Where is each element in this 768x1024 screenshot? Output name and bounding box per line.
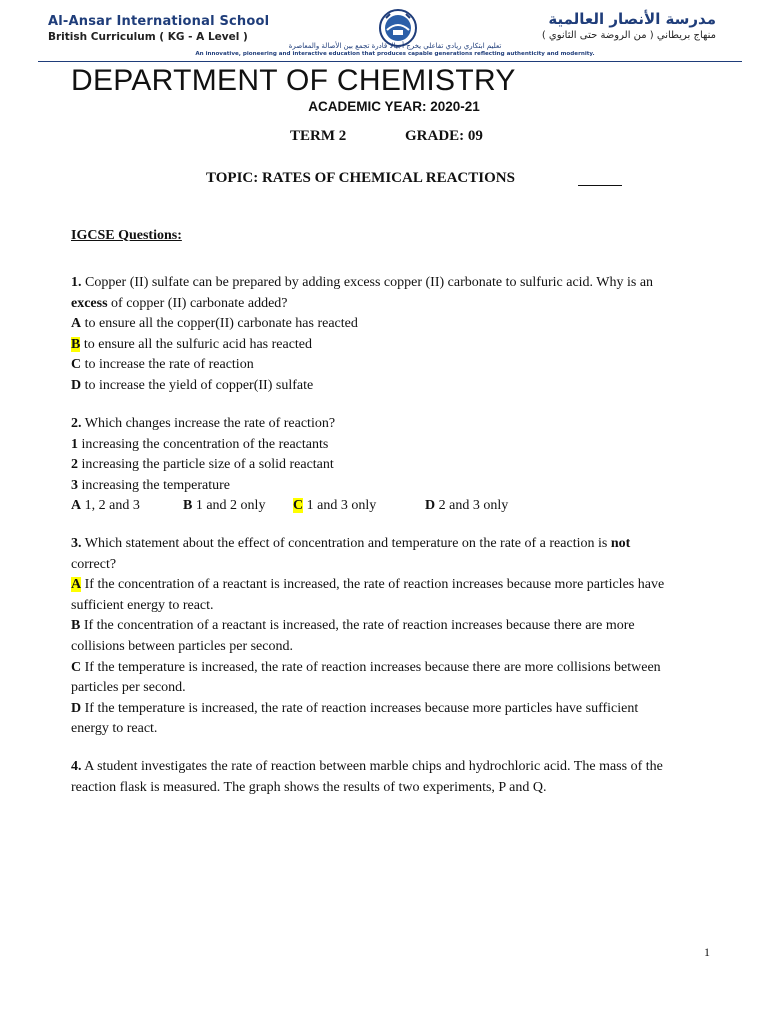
school-name-en: Al-Ansar International School — [48, 14, 270, 29]
department-title: DEPARTMENT OF CHEMISTRY — [71, 64, 516, 97]
option-text: If the temperature is increased, the rate of reaction increases because more particles have sufficient — [81, 700, 639, 716]
option-c — [71, 355, 721, 376]
academic-year-text: ACADEMIC YEAR: 2020-21 — [308, 99, 480, 114]
question-stem — [71, 414, 721, 435]
option-letter: D — [71, 700, 82, 716]
emphasis-word: not — [610, 536, 631, 551]
option-text: If the temperature is increased, the rate of reaction increases because there are more collisions between — [81, 659, 661, 675]
option-text: to ensure all the sulfuric acid has reacted — [80, 336, 313, 352]
statement-text: increasing the temperature — [78, 477, 230, 493]
option-letter: D — [425, 498, 436, 514]
tagline-en: An innovative, pioneering and interactive education that produces capable generations reflecting authenticity and modernity. — [195, 51, 595, 57]
question-number: 1. — [71, 275, 82, 290]
option-text: 1 and 2 only — [192, 498, 266, 514]
option-d — [425, 496, 508, 517]
academic-year — [0, 99, 768, 114]
option-a — [71, 314, 721, 335]
option-text: 1, 2 and 3 — [81, 498, 140, 514]
section-heading: IGCSE Questions: — [71, 228, 182, 243]
statement-2 — [71, 455, 721, 476]
question-4 — [71, 757, 721, 798]
stem-text: A student investigates the rate of reaction between marble chips and hydrochloric acid. The mass of the — [81, 759, 663, 774]
option-b — [71, 616, 721, 637]
grade-label: GRADE: 09 — [405, 128, 483, 144]
option-c — [71, 658, 721, 679]
option-a — [71, 496, 140, 517]
question-stem — [71, 534, 721, 555]
statement-number: 2 — [71, 457, 78, 473]
curriculum-en: British Curriculum ( KG - A Level ) — [48, 31, 248, 43]
option-letter-highlighted: A — [71, 577, 82, 593]
question-stem — [71, 757, 721, 778]
options-row — [71, 496, 721, 517]
question-1 — [71, 273, 721, 397]
question-3 — [71, 534, 721, 740]
option-c — [293, 496, 376, 517]
option-text: If the concentration of a reactant is increased, the rate of reaction increases because more particles have — [81, 577, 665, 593]
option-letter: C — [71, 659, 82, 675]
topic-underline — [578, 185, 622, 186]
statement-text: increasing the concentration of the reactants — [78, 436, 329, 452]
term-label: TERM 2 — [290, 128, 347, 144]
option-a-continued: sufficient energy to react. — [71, 597, 214, 613]
school-header — [0, 0, 768, 62]
school-name-ar: مدرسة الأنصار العالمية — [548, 10, 716, 28]
option-letter: B — [71, 618, 81, 634]
tagline-ar: تعليم ابتكاري ريادي تفاعلي يخرج أجيالا قادرة تجمع بين الأصالة والمعاصرة — [288, 42, 502, 50]
option-b — [71, 335, 721, 356]
statement-number: 3 — [71, 477, 78, 493]
question-stem-line2 — [71, 294, 721, 315]
statement-text: increasing the particle size of a solid reactant — [78, 457, 334, 473]
option-d-continued: energy to react. — [71, 721, 158, 737]
option-b — [183, 496, 265, 517]
option-text: If the concentration of a reactant is increased, the rate of reaction increases because there are more — [80, 618, 635, 634]
emphasis-word: excess — [71, 295, 108, 311]
page-number: 1 — [704, 945, 710, 959]
option-c-continued: particles per second. — [71, 680, 186, 696]
option-letter: A — [71, 316, 82, 332]
header-divider — [38, 61, 742, 62]
question-number: 3. — [71, 536, 82, 551]
option-text: to ensure all the copper(II) carbonate has reacted — [81, 316, 358, 332]
option-letter: B — [183, 498, 193, 514]
option-letter-highlighted: C — [293, 498, 304, 514]
curriculum-ar: منهاج بريطاني ( من الروضة حتى الثانوي ) — [541, 30, 716, 41]
question-stem — [71, 273, 721, 294]
option-text: 1 and 3 only — [303, 498, 377, 514]
option-text: 2 and 3 only — [435, 498, 509, 514]
option-d — [71, 699, 721, 720]
option-text: to increase the rate of reaction — [81, 357, 254, 373]
stem-text: Which changes increase the rate of reaction? — [81, 416, 336, 431]
question-number: 2. — [71, 416, 82, 431]
option-text: to increase the yield of copper(II) sulfate — [81, 377, 314, 393]
statement-number: 1 — [71, 436, 78, 452]
stem-text: of copper (II) carbonate added? — [107, 295, 288, 311]
option-b-continued: collisions between particles per second. — [71, 638, 293, 654]
question-number: 4. — [71, 759, 82, 774]
stem-text: Copper (II) sulfate can be prepared by adding excess copper (II) carbonate to sulfuric acid. Why is an — [81, 275, 654, 290]
option-letter: D — [71, 377, 82, 393]
option-d — [71, 376, 721, 397]
stem-text: Which statement about the effect of concentration and temperature on the rate of a reaction is — [81, 536, 608, 551]
statement-3 — [71, 476, 721, 497]
question-stem-line2: reaction flask is measured. The graph shows the results of two experiments, P and Q. — [71, 779, 547, 795]
topic-heading: TOPIC: RATES OF CHEMICAL REACTIONS — [206, 170, 515, 186]
option-letter: A — [71, 498, 82, 514]
question-2 — [71, 414, 721, 517]
option-letter-highlighted: B — [71, 336, 81, 352]
question-stem-line2: correct? — [71, 556, 117, 572]
option-a — [71, 575, 721, 596]
option-letter: C — [71, 357, 82, 373]
statement-1 — [71, 435, 721, 456]
